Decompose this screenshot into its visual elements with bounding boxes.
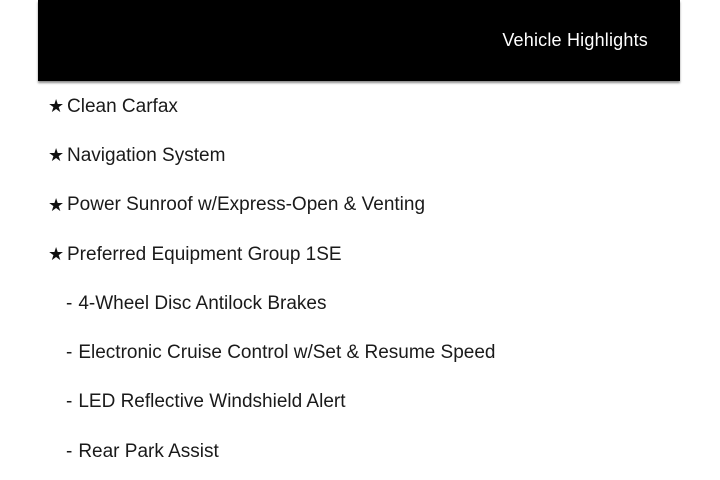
highlight-item — [0, 181, 720, 230]
highlight-subtext: Electronic Cruise Control w/Set & Resume Speed — [78, 342, 496, 364]
page-title: Vehicle Highlights — [502, 30, 648, 50]
highlight-item — [0, 131, 720, 180]
highlight-item — [0, 82, 720, 131]
dash-bullet: - — [66, 292, 73, 314]
highlight-subitem — [0, 328, 720, 377]
highlight-subtext: Rear Park Assist — [78, 440, 219, 462]
highlight-text: Power Sunroof w/Express-Open & Venting — [67, 194, 426, 216]
star-bullet-icon: ★ — [48, 244, 65, 265]
highlight-item — [0, 230, 720, 279]
dash-bullet: - — [66, 440, 73, 462]
star-bullet-icon: ★ — [48, 145, 65, 166]
highlights-list — [0, 82, 720, 476]
header-bar — [38, 0, 680, 81]
highlight-text: Clean Carfax — [67, 95, 178, 117]
star-bullet-icon: ★ — [48, 96, 65, 117]
highlight-subitem — [0, 378, 720, 427]
highlight-subitem — [0, 279, 720, 328]
dash-bullet: - — [66, 342, 73, 364]
highlight-subitem — [0, 427, 720, 476]
highlight-text: Preferred Equipment Group 1SE — [67, 243, 342, 265]
highlight-subtext: LED Reflective Windshield Alert — [78, 391, 346, 413]
highlight-text: Navigation System — [67, 144, 226, 166]
highlight-subtext: 4-Wheel Disc Antilock Brakes — [78, 292, 327, 314]
dash-bullet: - — [66, 391, 73, 413]
star-bullet-icon: ★ — [48, 194, 65, 215]
